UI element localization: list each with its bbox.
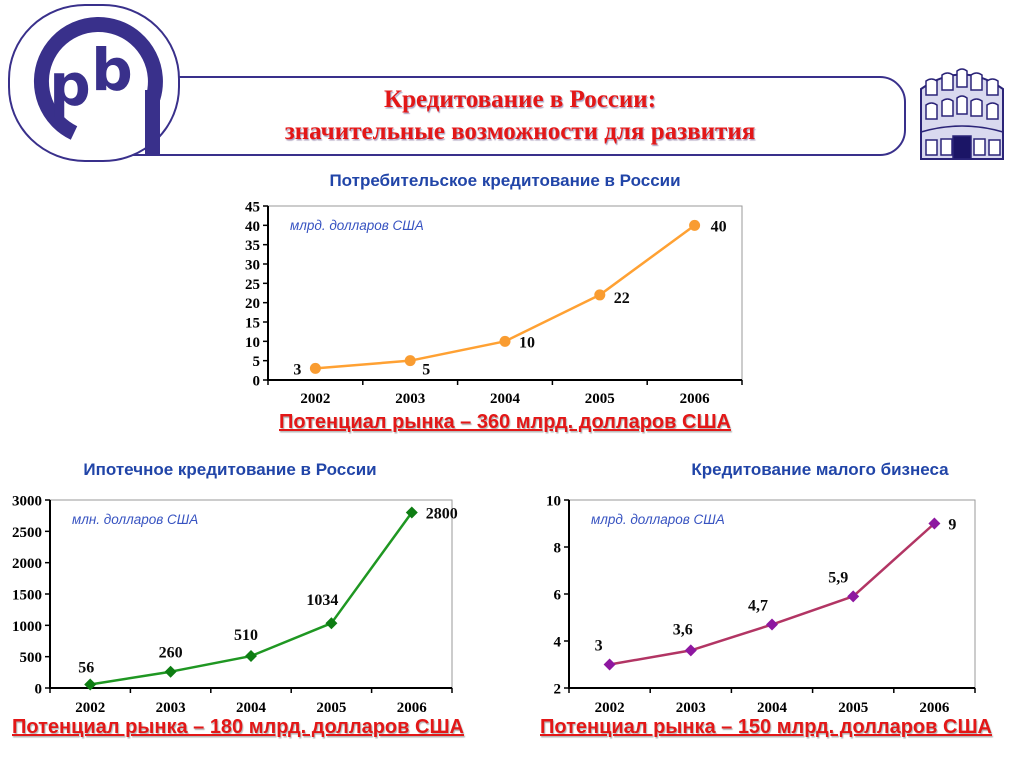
svg-text:15: 15 [245,315,260,332]
svg-text:35: 35 [245,238,260,255]
svg-text:2002: 2002 [594,700,625,716]
svg-text:510: 510 [234,627,258,645]
mortgage-lending-chart [10,490,482,730]
svg-text:260: 260 [158,644,183,662]
mortgage-lending-chart-title: Ипотечное кредитование в России [83,460,377,479]
svg-text:2003: 2003 [155,700,186,716]
svg-text:1500: 1500 [12,587,42,604]
svg-text:2006: 2006 [919,700,950,716]
svg-text:2004: 2004 [757,700,787,716]
svg-text:3: 3 [293,361,302,379]
consumer-lending-chart [240,196,770,424]
svg-text:20: 20 [245,296,260,313]
svg-text:10: 10 [245,334,260,351]
svg-text:10: 10 [519,334,535,352]
svg-text:30: 30 [245,257,260,274]
mortgage-lending-caption: Потенциал рынка – 180 млрд. долларов США [12,716,464,738]
svg-text:2002: 2002 [75,700,106,716]
svg-text:2005: 2005 [316,700,347,716]
small-business-chart-title: Кредитование малого бизнеса [691,460,949,479]
consumer-lending-caption: Потенциал рынка – 360 млрд. долларов США [279,411,731,433]
svg-text:1000: 1000 [12,618,42,635]
svg-text:2005: 2005 [584,391,615,407]
slide-title-line1: Кредитование в России: [383,86,657,113]
bank-building-icon [916,56,1008,162]
svg-text:22: 22 [613,289,630,307]
svg-text:6: 6 [553,587,561,604]
consumer-lending-chart-title: Потребительское кредитование в России [329,171,681,190]
pb-bank-logo-icon [6,2,182,164]
svg-text:9: 9 [948,516,957,534]
svg-text:2500: 2500 [12,524,42,541]
svg-text:p: p [49,51,91,119]
svg-text:2000: 2000 [12,556,42,573]
svg-text:1034: 1034 [306,592,339,610]
svg-text:3: 3 [594,637,603,655]
svg-text:500: 500 [19,650,42,667]
small-business-chart [540,490,1000,730]
svg-text:4: 4 [553,634,561,651]
svg-text:0: 0 [252,373,260,390]
svg-text:2003: 2003 [395,391,426,407]
svg-text:3000: 3000 [12,493,42,510]
svg-text:10: 10 [546,493,561,510]
slide-title [150,79,890,153]
svg-text:млрд. долларов США: млрд. долларов США [290,218,424,233]
svg-text:40: 40 [245,218,260,235]
svg-text:45: 45 [245,199,260,216]
small-business-caption: Потенциал рынка – 150 млрд. долларов США [540,716,992,738]
svg-text:2006: 2006 [679,391,710,407]
svg-text:5: 5 [422,361,431,379]
svg-text:млрд. долларов США: млрд. долларов США [591,512,725,527]
svg-text:2004: 2004 [236,700,266,716]
svg-text:2800: 2800 [425,505,458,523]
svg-text:млн. долларов США: млн. долларов США [72,512,199,527]
svg-text:2003: 2003 [675,700,706,716]
svg-text:2: 2 [553,681,561,698]
svg-text:56: 56 [78,659,95,677]
svg-text:3,6: 3,6 [672,621,693,639]
svg-text:2002: 2002 [300,391,331,407]
svg-text:2004: 2004 [490,391,520,407]
slide-title-line2: значительные возможности для развития [284,118,756,145]
svg-text:0: 0 [34,681,42,698]
svg-text:4,7: 4,7 [748,597,768,615]
svg-text:b: b [91,36,133,104]
svg-text:5,9: 5,9 [828,569,849,587]
svg-text:8: 8 [553,540,561,557]
svg-text:25: 25 [245,276,260,293]
svg-text:2006: 2006 [396,700,427,716]
svg-text:5: 5 [252,354,260,371]
svg-text:40: 40 [710,218,727,236]
svg-text:2005: 2005 [838,700,869,716]
